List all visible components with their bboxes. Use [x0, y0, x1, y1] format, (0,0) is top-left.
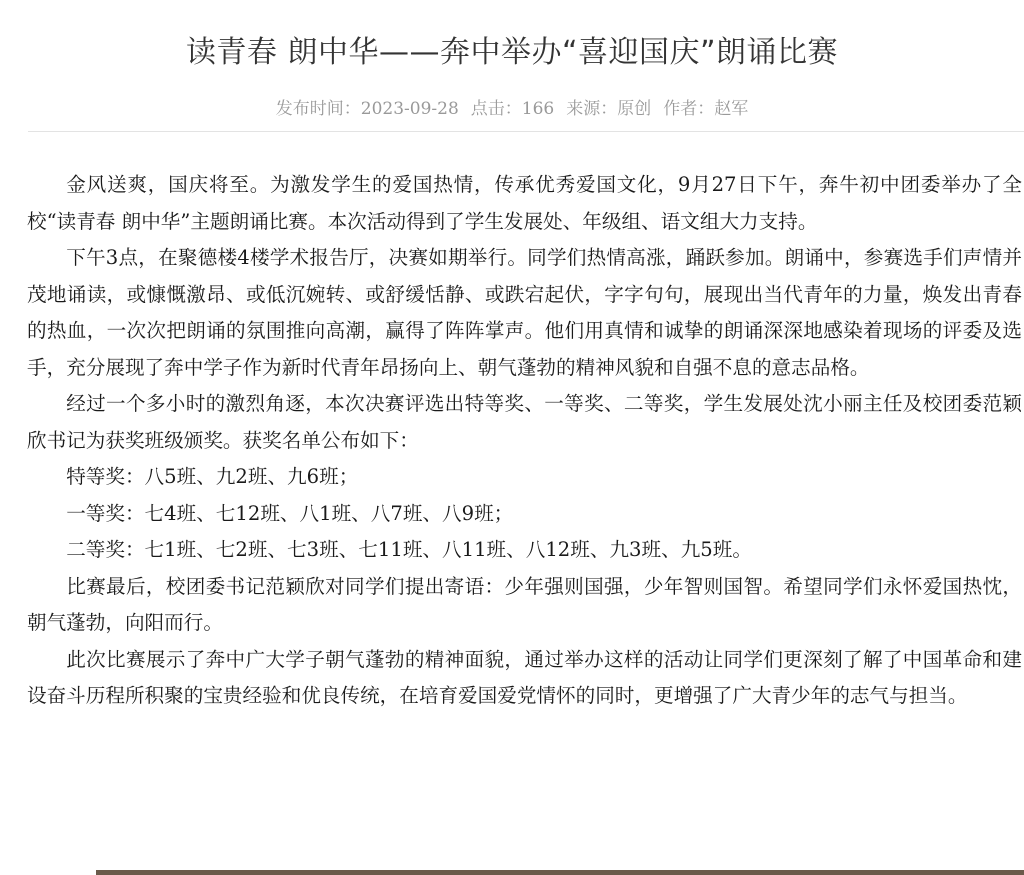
- award-first: 一等奖：七4班、七12班、八1班、八7班、八9班；: [66, 501, 514, 525]
- paragraph-conclusion: 此次比赛展示了奔中广大学子朝气蓬勃的精神面貌，通过举办这样的活动让同学们更深刻了解了中国革命和建设奋斗历程所积聚的宝贵经验和优良传统，在培育爱国爱党情怀的同时，更增强了广大青少年的志气与担当。: [27, 647, 1022, 707]
- source-value: 原创: [617, 99, 652, 119]
- source-label: 来源：: [566, 99, 618, 119]
- award-second: 二等奖：七1班、七2班、七3班、七11班、八11班、八12班、九3班、九5班。: [66, 538, 752, 561]
- author-name: 赵军: [714, 99, 749, 119]
- publish-time-label: 发布时间：: [275, 99, 361, 119]
- publish-date: 2023-09-28: [360, 99, 459, 119]
- article-photo: [96, 870, 1024, 875]
- article-body: [27, 167, 1022, 715]
- meta-divider: [28, 131, 1024, 132]
- article-meta: [0, 96, 1024, 122]
- article-title: 读青春 朗中华——奔中举办“喜迎国庆”朗诵比赛: [185, 35, 839, 70]
- paragraph-awards-intro: 经过一个多小时的激烈角逐，本次决赛评选出特等奖、一等奖、二等奖，学生发展处沈小丽主任及校团委范颖欣书记为获奖班级颁奖。获奖名单公布如下：: [27, 392, 1022, 452]
- author-label: 作者：: [663, 99, 715, 119]
- paragraph-message: 比赛最后，校团委书记范颖欣对同学们提出寄语：少年强则国强，少年智则国智。希望同学们永怀爱国热忱，朝气蓬勃，向阳而行。: [27, 574, 1022, 634]
- clicks-label: 点击：: [470, 99, 522, 119]
- paragraph-intro: 金风送爽，国庆将至。为激发学生的爱国热情，传承优秀爱国文化，9月27日下午，奔牛初中团委举办了全校“读青春 朗中华”主题朗诵比赛。本次活动得到了学生发展处、年级组、语文组大力支持。: [27, 173, 1022, 233]
- award-special: 特等奖：八5班、九2班、九6班；: [66, 465, 359, 488]
- paragraph-final: 下午3点，在聚德楼4楼学术报告厅，决赛如期举行。同学们热情高涨，踊跃参加。朗诵中，参赛选手们声情并茂地诵读，或慷慨激昂、或低沉婉转、或舒缓恬静、或跌宕起伏，字字句句，展现出当代青年的力量，焕发出青春的热血，一次次把朗诵的氛围推向高潮，赢得了阵阵掌声。他们用真情和诚挚的朗诵深深地感染着现场的评委及选手，充分展现了奔中学子作为新时代青年昂扬向上、朝气蓬勃的精神风貌和自强不息的意志品格。: [27, 246, 1022, 379]
- click-count: 166: [521, 99, 555, 119]
